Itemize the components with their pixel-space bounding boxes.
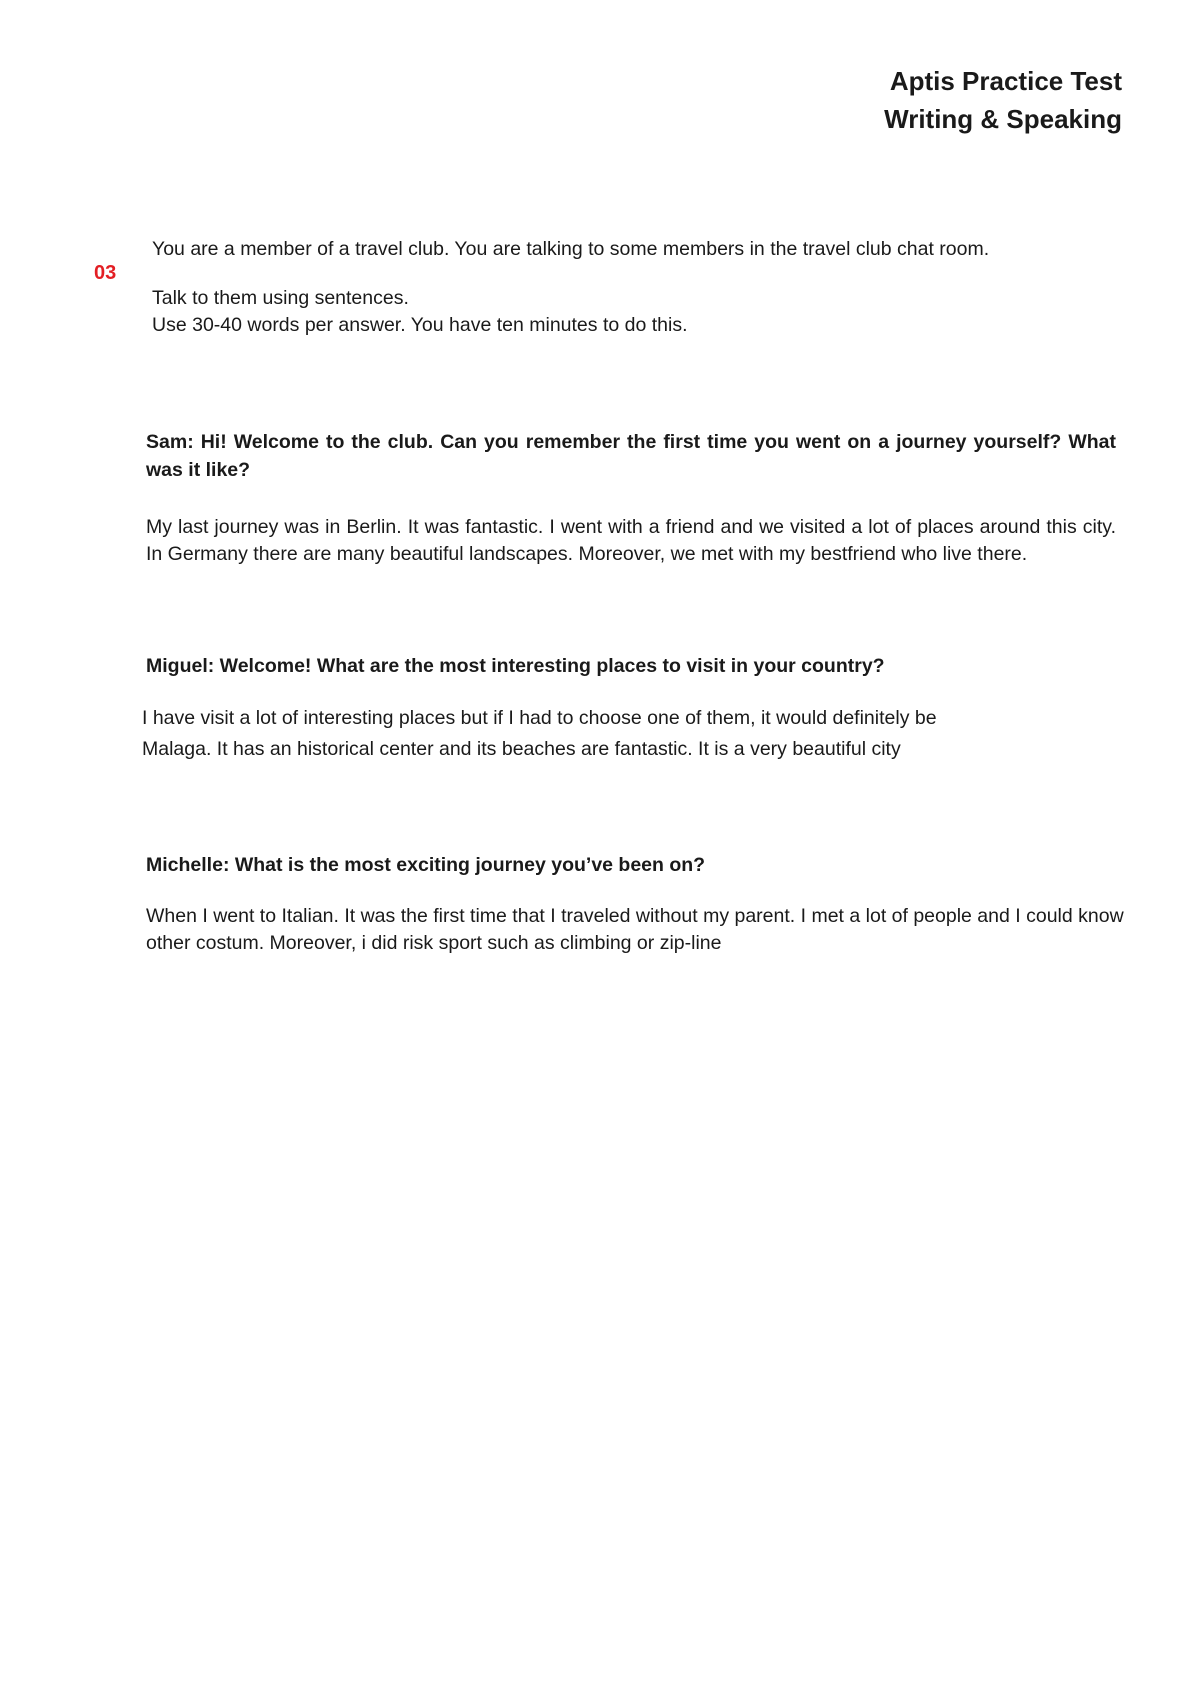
question-michelle (146, 851, 1116, 879)
question-miguel (146, 652, 1116, 680)
question-text: Sam: Hi! Welcome to the club. Can you remember the first time you went on a journey yourself? What was it like? (146, 431, 1116, 481)
header-title-line2: Writing & Speaking (884, 104, 1122, 134)
answer-line-1: I have visit a lot of interesting places but if I had to choose one of them, it would definitely be (142, 707, 937, 729)
task-instructions (152, 236, 1132, 339)
question-text: Michelle: What is the most exciting journey you’ve been on? (146, 854, 706, 876)
header-title-line1: Aptis Practice Test (889, 66, 1122, 96)
answer-michelle (146, 903, 1136, 957)
task-instruction-2: Use 30-40 words per answer. You have ten minutes to do this. (152, 314, 688, 336)
question-sam (146, 428, 1116, 484)
task-intro: You are a member of a travel club. You are talking to some members in the travel club chat room. (152, 238, 990, 260)
answer-text: My last journey was in Berlin. It was fantastic. I went with a friend and we visited a lot of places around this city. In Germany there are many beautiful landscapes. Moreover, we met with my bestfriend who live there. (146, 516, 1116, 565)
task-number: 03 (94, 262, 117, 284)
answer-line-2: Malaga. It has an historical center and its beaches are fantastic. It is a very beautiful city (142, 738, 901, 760)
question-text: Miguel: Welcome! What are the most interesting places to visit in your country? (146, 655, 885, 677)
answer-miguel (142, 703, 1112, 765)
answer-text: When I went to Italian. It was the first time that I traveled without my parent. I met a lot of people and I could know other costum. Moreover, i did risk sport such as climbing or zip-line (146, 905, 1124, 954)
answer-sam (146, 514, 1116, 568)
document-header (884, 62, 1122, 138)
task-instruction-1: Talk to them using sentences. (152, 287, 409, 309)
